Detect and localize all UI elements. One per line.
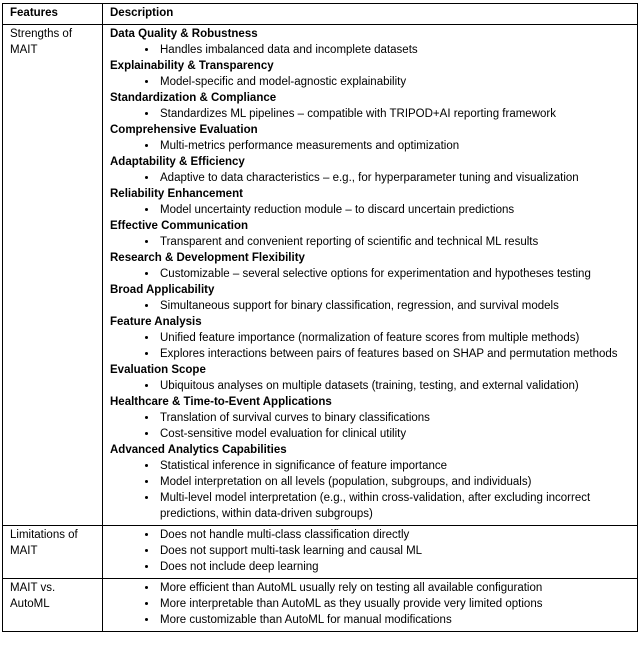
- bullet-list: [110, 266, 631, 282]
- bullet-list: [110, 580, 631, 628]
- section-heading: Feature Analysis: [110, 316, 202, 328]
- bullet-list: [110, 106, 631, 122]
- section-feature-analysis: [110, 314, 631, 362]
- bullet-item: • Translation of survival curves to binary classifications: [158, 410, 631, 426]
- section-heading: Evaluation Scope: [110, 364, 206, 376]
- bullet-item: • More customizable than AutoML for manual modifications: [158, 612, 631, 628]
- bullet-item: • Adaptive to data characteristics – e.g., for hyperparameter tuning and visualization: [158, 170, 631, 186]
- bullet-list: [110, 138, 631, 154]
- strengths-description-cell: [103, 25, 638, 526]
- bullet-list: [110, 234, 631, 250]
- bullet-item: • Transparent and convenient reporting of scientific and technical ML results: [158, 234, 631, 250]
- limitations-description-cell: [103, 526, 638, 579]
- section-heading: Standardization & Compliance: [110, 92, 277, 104]
- bullet-item: • More interpretable than AutoML as they usually provide very limited options: [158, 596, 631, 612]
- section-healthcare: [110, 394, 631, 442]
- section-heading: Adaptability & Efficiency: [110, 156, 245, 168]
- bullet-item: • Model interpretation on all levels (population, subgroups, and individuals): [158, 474, 631, 490]
- row-label-mait-vs-automl: MAIT vs. AutoML: [3, 579, 103, 632]
- row-label-limitations: Limitations of MAIT: [3, 526, 103, 579]
- bullet-item: • Does not handle multi-class classification directly: [158, 527, 631, 543]
- bullet-list: [110, 378, 631, 394]
- bullet-item: • Cost-sensitive model evaluation for clinical utility: [158, 426, 631, 442]
- bullet-list: [110, 458, 631, 522]
- bullet-item: • Unified feature importance (normalization of feature scores from multiple methods): [158, 330, 631, 346]
- bullet-item: • Simultaneous support for binary classification, regression, and survival models: [158, 298, 631, 314]
- bullet-list: [110, 410, 631, 442]
- row-label-strengths: Strengths of MAIT: [3, 25, 103, 526]
- section-adaptability: [110, 154, 631, 186]
- bullet-item: • More efficient than AutoML usually rely on testing all available configuration: [158, 580, 631, 596]
- bullet-list: [110, 42, 631, 58]
- bullet-item: • Model-specific and model-agnostic explainability: [158, 74, 631, 90]
- section-heading: Reliability Enhancement: [110, 188, 243, 200]
- bullet-list: [110, 330, 631, 362]
- bullet-item: • Customizable – several selective options for experimentation and hypotheses testing: [158, 266, 631, 282]
- section-heading: Comprehensive Evaluation: [110, 124, 258, 136]
- features-table: [2, 3, 638, 632]
- bullet-list: [110, 298, 631, 314]
- section-heading: Explainability & Transparency: [110, 60, 274, 72]
- header-row: [3, 4, 638, 25]
- bullet-item: • Multi-metrics performance measurements and optimization: [158, 138, 631, 154]
- bullet-list: [110, 202, 631, 218]
- section-broad-applicability: [110, 282, 631, 314]
- section-heading: Effective Communication: [110, 220, 249, 232]
- bullet-item: • Statistical inference in significance of feature importance: [158, 458, 631, 474]
- section-heading: Healthcare & Time-to-Event Applications: [110, 396, 332, 408]
- table-row-mait-vs-automl: [3, 579, 638, 632]
- section-rnd-flexibility: [110, 250, 631, 282]
- section-heading: Data Quality & Robustness: [110, 28, 258, 40]
- bullet-item: • Does not include deep learning: [158, 559, 631, 575]
- section-explainability: [110, 58, 631, 90]
- section-heading: Research & Development Flexibility: [110, 252, 305, 264]
- section-evaluation-scope: [110, 362, 631, 394]
- column-header-description: Description: [103, 4, 638, 25]
- section-standardization: [110, 90, 631, 122]
- section-heading: Advanced Analytics Capabilities: [110, 444, 287, 456]
- section-data-quality: [110, 26, 631, 58]
- bullet-list: [110, 170, 631, 186]
- bullet-item: • Multi-level model interpretation (e.g., within cross-validation, after excluding incorrect predictions, within data-driven subgroups): [158, 490, 631, 522]
- section-communication: [110, 218, 631, 250]
- section-heading: Broad Applicability: [110, 284, 215, 296]
- bullet-list: [110, 527, 631, 575]
- bullet-item: • Does not support multi-task learning and causal ML: [158, 543, 631, 559]
- bullet-item: • Model uncertainty reduction module – to discard uncertain predictions: [158, 202, 631, 218]
- column-header-features: Features: [3, 4, 103, 25]
- bullet-item: • Handles imbalanced data and incomplete datasets: [158, 42, 631, 58]
- table-row-strengths: [3, 25, 638, 526]
- bullet-item: • Standardizes ML pipelines – compatible with TRIPOD+AI reporting framework: [158, 106, 631, 122]
- section-reliability: [110, 186, 631, 218]
- bullet-item: • Explores interactions between pairs of features based on SHAP and permutation methods: [158, 346, 631, 362]
- bullet-list: [110, 74, 631, 90]
- bullet-item: • Ubiquitous analyses on multiple datasets (training, testing, and external validation): [158, 378, 631, 394]
- section-advanced-analytics: [110, 442, 631, 522]
- mait-vs-automl-description-cell: [103, 579, 638, 632]
- section-comprehensive-evaluation: [110, 122, 631, 154]
- table-row-limitations: [3, 526, 638, 579]
